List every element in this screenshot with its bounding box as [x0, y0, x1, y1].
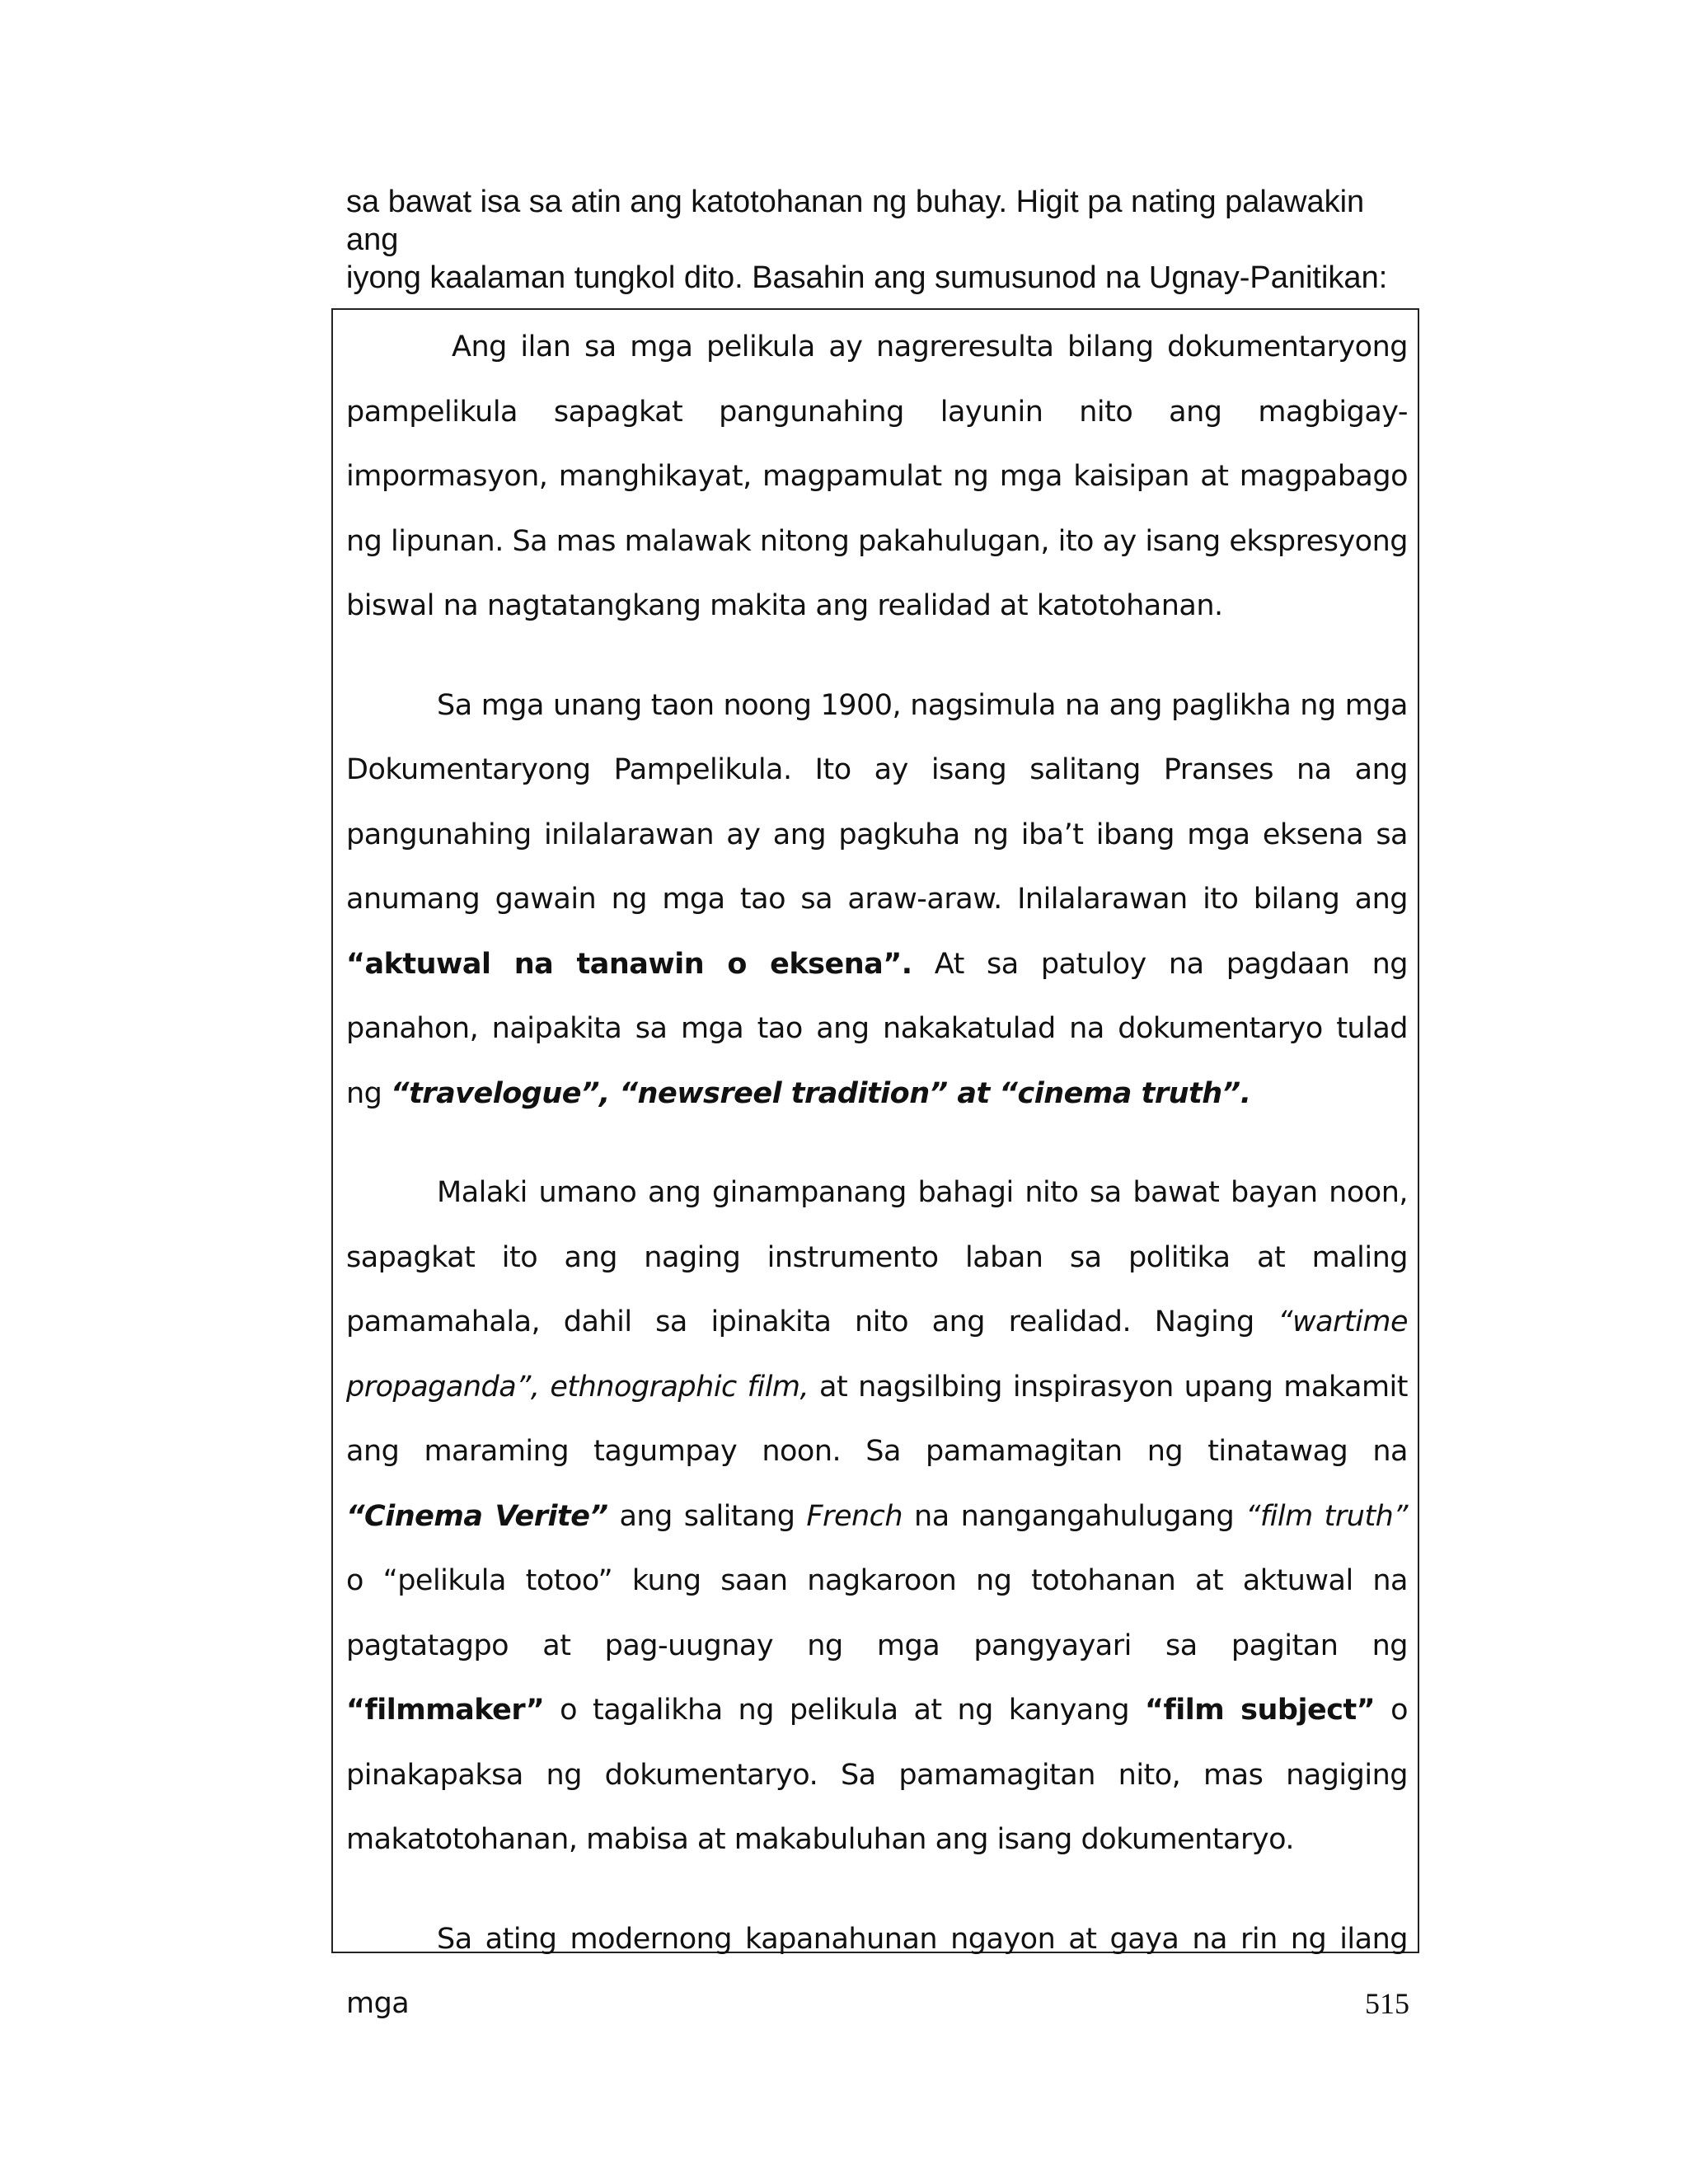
page-number: 515: [1365, 1987, 1409, 2020]
intro-text: [346, 183, 1409, 297]
paragraph-3: [346, 1160, 1408, 1872]
p3-text-g: na nangangahulugang: [903, 1499, 1246, 1533]
p3-text-a: Malaki umano ang ginampanang bahagi nito sa bawat bayan noon, sapagkat ito ang naging instrumento laban sa politika at maling pamamahala, dahil sa ipinakita nito ang realidad. Naging: [346, 1176, 1408, 1338]
p3-bold-filmmaker: “filmmaker”: [346, 1694, 545, 1727]
p2-bold-phrase: “aktuwal na tanawin o eksena”.: [346, 947, 912, 981]
paragraph-4: Sa ating modernong kapanahunan ngayon at gaya na rin ng ilang mga: [346, 1922, 1408, 2020]
p3-text-c: at nagsilbing inspirasyon upang makamit ang maraming tagumpay noon. Sa pamamagitan ng tinatawag na: [346, 1370, 1408, 1468]
p3-italic-wartime: “wartime propaganda”, ethnographic film,: [346, 1305, 1408, 1404]
intro-line-1: sa bawat isa sa atin ang katotohanan ng buhay. Higit pa nating palawakin ang: [346, 185, 1365, 257]
p3-text-k: o tagalikha ng pelikula at ng kanyang: [544, 1694, 1146, 1727]
paragraph-2: [346, 673, 1408, 1127]
p3-bold-film-subject: “film subject”: [1145, 1694, 1376, 1727]
p3-text-e: ang salitang: [607, 1499, 807, 1533]
p2-text-a: Sa mga unang taon noong 1900, nagsimula na ang paglikha ng mga Dokumentaryong Pampelikula. Ito ay isang salitang Pranses na ang pangunahing inilalarawan ay ang pagkuha ng iba’t ibang mga eksena sa anumang gawain ng mga tao sa araw-araw. Inilalarawan ito bilang ang: [346, 688, 1408, 916]
box-content: [346, 315, 1408, 2036]
p3-italic-film-truth: “film truth”: [1245, 1499, 1408, 1533]
p3-italic-french: French: [806, 1499, 903, 1533]
p2-bold-italic-phrase: “travelogue”, “newsreel tradition” at “cinema truth”.: [391, 1076, 1251, 1110]
p3-text-m: o pinakapaksa ng dokumentaryo. Sa pamamagitan nito, mas nagiging makatotohanan, mabisa at makabuluhan ang isang dokumentaryo.: [346, 1694, 1408, 1856]
intro-line-2: iyong kaalaman tungkol dito. Basahin ang sumusunod na Ugnay-Panitikan:: [346, 260, 1388, 295]
p3-cinema-verite: “Cinema Verite”: [346, 1499, 608, 1533]
p2-text-c: At sa patuloy na pagdaan ng panahon, naipakita sa mga tao ang nakakatulad na dokumentaryo tulad ng: [346, 947, 1408, 1110]
p3-text-i: o “pelikula totoo” kung saan nagkaroon ng totohanan at aktuwal na pagtatagpo at pag-uugnay ng mga pangyayari sa pagitan ng: [346, 1564, 1408, 1662]
paragraph-1: Ang ilan sa mga pelikula ay nagreresulta bilang dokumentaryong pampelikula sapagkat pangunahing layunin nito ang magbigay-impormasyon, manghikayat, magpamulat ng mga kaisipan at magpabago ng lipunan. Sa mas malawak nitong pakahulugan, ito ay isang ekspresyong biswal na nagtatangkang makita ang realidad at katotohanan.: [346, 330, 1408, 622]
